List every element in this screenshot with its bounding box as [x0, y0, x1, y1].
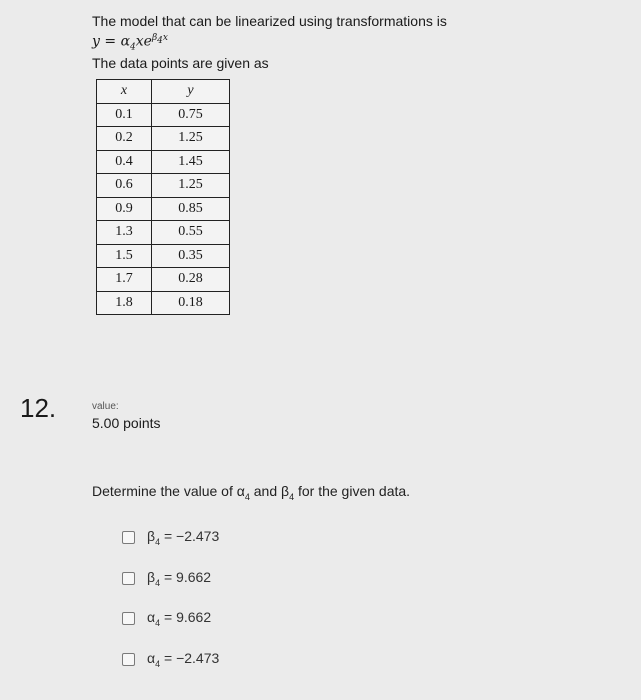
formula-exponent: [151, 33, 168, 46]
formula-lhs: y: [92, 33, 100, 50]
cell-y: 0.75: [152, 103, 230, 127]
cell-y: 0.28: [152, 268, 230, 292]
prompt-text-end: for the given data.: [294, 483, 411, 499]
formula-e: e: [143, 33, 152, 50]
table-row: [97, 127, 230, 151]
option-symbol: β: [147, 568, 156, 585]
answer-option[interactable]: [122, 569, 211, 587]
option-subscript: 4: [155, 577, 161, 588]
table-row: [97, 221, 230, 245]
formula-alpha-subscript: 4: [130, 42, 136, 53]
table-row: [97, 197, 230, 221]
option-subscript: 4: [155, 536, 161, 547]
option-value: = −2.473: [160, 649, 220, 666]
given-text: The data points are given as: [92, 55, 269, 71]
cell-x: 1.3: [97, 221, 152, 245]
cell-y: 0.85: [152, 197, 230, 221]
intro-text: The model that can be linearized using transformations is: [92, 13, 447, 29]
cell-x: 1.8: [97, 291, 152, 315]
option-checkbox[interactable]: [122, 612, 135, 625]
question-prompt: [92, 483, 410, 502]
cell-y: 1.25: [152, 127, 230, 151]
prompt-alpha: α: [236, 483, 245, 499]
option-value: = 9.662: [160, 608, 212, 625]
table-header-row: [97, 80, 230, 104]
cell-x: 1.5: [97, 244, 152, 268]
prompt-text-middle: and: [249, 483, 281, 499]
option-subscript: 4: [155, 617, 161, 628]
cell-y: 0.18: [152, 291, 230, 315]
table-row: [97, 268, 230, 292]
table-row: [97, 244, 230, 268]
points-value: 5.00 points: [92, 415, 161, 431]
formula-x: x: [135, 33, 144, 50]
prompt-text-start: Determine the value of: [92, 483, 237, 499]
cell-y: 0.55: [152, 221, 230, 245]
prompt-beta: β: [281, 483, 290, 499]
answer-option[interactable]: [122, 609, 211, 627]
option-label: [147, 650, 219, 669]
option-symbol: α: [147, 608, 156, 625]
cell-y: 1.45: [152, 150, 230, 174]
cell-y: 1.25: [152, 174, 230, 198]
table-row: [97, 103, 230, 127]
option-checkbox[interactable]: [122, 531, 135, 544]
formula-exponent-x: x: [162, 33, 168, 43]
option-label: [147, 528, 219, 547]
data-table: [96, 79, 230, 315]
cell-x: 0.1: [97, 103, 152, 127]
cell-x: 0.9: [97, 197, 152, 221]
option-checkbox[interactable]: [122, 653, 135, 666]
formula-equals: =: [99, 33, 121, 50]
column-header-x: x: [97, 80, 152, 104]
formula-alpha: α: [120, 33, 131, 50]
answer-option[interactable]: [122, 528, 219, 546]
cell-y: 0.35: [152, 244, 230, 268]
formula-beta: β: [151, 33, 158, 43]
option-label: [147, 609, 211, 628]
table-row: [97, 174, 230, 198]
option-value: = −2.473: [160, 527, 220, 544]
table-row: [97, 291, 230, 315]
cell-x: 0.6: [97, 174, 152, 198]
cell-x: 0.2: [97, 127, 152, 151]
option-value: = 9.662: [160, 568, 212, 585]
prompt-alpha-subscript: 4: [244, 491, 250, 502]
column-header-y: y: [152, 80, 230, 104]
cell-x: 0.4: [97, 150, 152, 174]
table-row: [97, 150, 230, 174]
formula-beta-subscript: 4: [157, 35, 163, 46]
option-checkbox[interactable]: [122, 572, 135, 585]
value-label: value:: [92, 401, 119, 412]
model-formula: [92, 33, 168, 52]
option-symbol: β: [147, 527, 156, 544]
answer-option[interactable]: [122, 650, 219, 668]
option-symbol: α: [147, 649, 156, 666]
prompt-beta-subscript: 4: [289, 491, 295, 502]
question-number: 12.: [20, 393, 57, 423]
option-label: [147, 569, 211, 588]
cell-x: 1.7: [97, 268, 152, 292]
option-subscript: 4: [155, 658, 161, 669]
